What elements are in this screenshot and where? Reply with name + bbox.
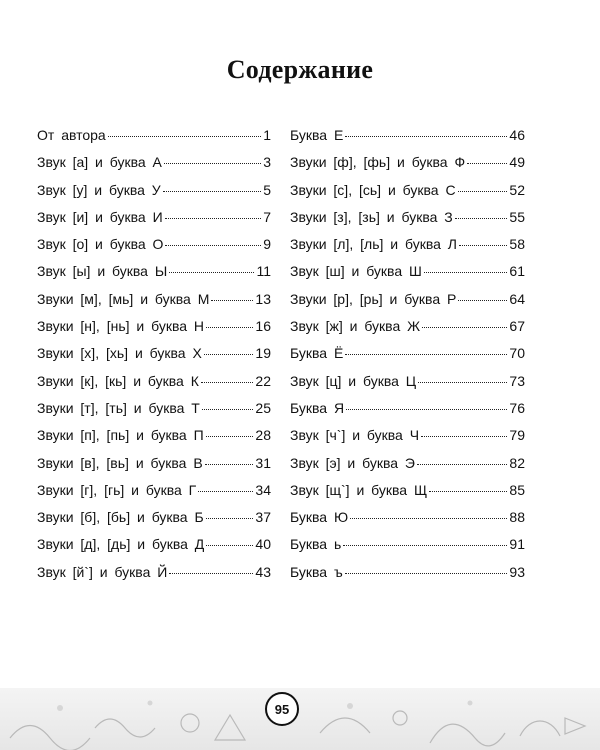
toc-entry xyxy=(290,427,525,454)
toc-entry xyxy=(290,373,525,400)
dot-leader xyxy=(467,163,507,164)
page-number: 95 xyxy=(274,701,290,717)
toc-entry-page: 85 xyxy=(509,481,525,498)
dot-leader xyxy=(211,300,253,301)
toc-entry-page: 79 xyxy=(509,427,525,444)
dot-leader xyxy=(206,327,253,328)
toc-entry-label: Буква Я xyxy=(290,399,345,416)
toc-entry-label: Звуки [м], [мь] и буква М xyxy=(37,290,210,307)
toc-entry xyxy=(290,482,525,509)
page-title: Содержание xyxy=(226,55,374,85)
dot-leader xyxy=(345,136,507,137)
footer-decoration xyxy=(0,688,600,750)
toc-entry-page: 13 xyxy=(255,290,271,307)
toc-entry-label: Звук [у] и буква У xyxy=(37,181,161,198)
toc-entry xyxy=(37,373,271,400)
toc-entry-page: 67 xyxy=(509,318,525,335)
dot-leader xyxy=(455,218,508,219)
toc-entry-page: 64 xyxy=(509,290,525,307)
dot-leader xyxy=(422,327,507,328)
toc-entry xyxy=(37,236,271,263)
toc-entry-page: 76 xyxy=(509,399,525,416)
toc-entry-label: Звуки [х], [хь] и буква Х xyxy=(37,345,202,362)
toc-entry-page: 25 xyxy=(255,399,271,416)
toc-entry-page: 22 xyxy=(255,372,271,389)
toc-entry-label: Звук [ц] и буква Ц xyxy=(290,372,417,389)
toc-entry-label: Звук [ы] и буква Ы xyxy=(37,263,168,280)
toc-entry xyxy=(37,127,271,154)
toc-entry-label: Звуки [т], [ть] и буква Т xyxy=(37,399,200,416)
toc-entry xyxy=(290,291,525,318)
toc-right-column xyxy=(290,127,525,591)
toc-entry-page: 3 xyxy=(263,154,271,171)
dot-leader xyxy=(201,382,254,383)
toc-entry-page: 91 xyxy=(509,536,525,553)
toc-entry xyxy=(37,318,271,345)
dot-leader xyxy=(204,354,254,355)
toc-entry xyxy=(290,400,525,427)
dot-leader xyxy=(458,300,507,301)
toc-entry-label: Звуки [л], [ль] и буква Л xyxy=(290,236,457,253)
dot-leader xyxy=(424,272,508,273)
toc-entry-page: 46 xyxy=(509,127,525,143)
toc-entry-page: 7 xyxy=(263,208,271,225)
dot-leader xyxy=(169,573,253,574)
dot-leader xyxy=(459,245,507,246)
dot-leader xyxy=(458,191,508,192)
dot-leader xyxy=(206,518,254,519)
toc-entry-page: 16 xyxy=(255,318,271,335)
toc-entry-label: Звук [о] и буква О xyxy=(37,236,164,253)
toc-entry-label: Звук [ш] и буква Ш xyxy=(290,263,422,280)
dot-leader xyxy=(417,464,507,465)
toc-entry xyxy=(290,236,525,263)
dot-leader xyxy=(345,354,507,355)
toc-entry xyxy=(37,564,271,591)
toc-entry xyxy=(37,345,271,372)
toc-entry xyxy=(37,509,271,536)
dot-leader xyxy=(345,573,508,574)
toc-entry xyxy=(290,182,525,209)
toc-entry-page: 40 xyxy=(255,536,271,553)
toc-entry-page: 88 xyxy=(509,509,525,526)
toc-entry xyxy=(290,127,525,154)
toc-entry xyxy=(290,263,525,290)
dot-leader xyxy=(165,218,262,219)
dot-leader xyxy=(165,245,261,246)
toc-entry-label: Звуки [н], [нь] и буква Н xyxy=(37,318,205,335)
dot-leader xyxy=(421,436,507,437)
toc-entry-label: Звук [а] и буква А xyxy=(37,154,162,171)
dot-leader xyxy=(418,382,507,383)
toc-entry xyxy=(37,154,271,181)
dot-leader xyxy=(350,518,507,519)
toc-entry-page: 28 xyxy=(255,427,271,444)
dot-leader xyxy=(205,464,254,465)
toc-entry-label: Звуки [з], [зь] и буква З xyxy=(290,208,453,225)
toc-entry-page: 34 xyxy=(255,481,271,498)
toc-left-column xyxy=(37,127,271,591)
dot-leader xyxy=(108,136,261,137)
toc-entry-label: Звуки [к], [кь] и буква К xyxy=(37,372,199,389)
toc-entry xyxy=(290,345,525,372)
toc-entry-page: 11 xyxy=(256,263,271,280)
dot-leader xyxy=(163,191,262,192)
toc-entry xyxy=(37,536,271,563)
toc-entry-label: Звук [щ`] и буква Щ xyxy=(290,481,428,498)
toc-entry xyxy=(37,400,271,427)
toc-entry xyxy=(37,455,271,482)
toc-entry xyxy=(37,427,271,454)
toc-entry-page: 58 xyxy=(509,236,525,253)
toc-entry-label: Буква ъ xyxy=(290,563,343,580)
toc-entry-page: 1 xyxy=(263,127,271,143)
toc-entry xyxy=(37,291,271,318)
toc-entry-page: 82 xyxy=(509,454,525,471)
toc-entry-label: Звук [и] и буква И xyxy=(37,208,163,225)
toc-entry-label: Буква Е xyxy=(290,127,344,143)
toc-entry-label: Звуки [ф], [фь] и буква Ф xyxy=(290,154,466,171)
toc-entry xyxy=(290,509,525,536)
toc-entry-label: Буква ь xyxy=(290,536,342,553)
toc-entry-page: 73 xyxy=(509,372,525,389)
toc-entry-label: Звук [ч`] и буква Ч xyxy=(290,427,420,444)
toc-entry-label: Звуки [б], [бь] и буква Б xyxy=(37,509,204,526)
toc-entry xyxy=(37,209,271,236)
toc-entry xyxy=(290,536,525,563)
toc-entry-page: 31 xyxy=(255,454,271,471)
toc-entry-label: Звуки [г], [гь] и буква Г xyxy=(37,481,197,498)
toc-entry xyxy=(290,564,525,591)
toc-entry-page: 52 xyxy=(509,181,525,198)
dot-leader xyxy=(346,409,507,410)
toc-entry-page: 70 xyxy=(509,345,525,362)
dot-leader xyxy=(169,272,254,273)
toc-entry xyxy=(37,182,271,209)
dot-leader xyxy=(429,491,507,492)
toc-entry-label: Звуки [р], [рь] и буква Р xyxy=(290,290,457,307)
toc-entry-page: 55 xyxy=(509,208,525,225)
toc-entry-page: 61 xyxy=(509,263,525,280)
toc-entry-label: Звуки [п], [пь] и буква П xyxy=(37,427,204,444)
footer-doodles xyxy=(0,688,600,750)
toc-entry xyxy=(290,209,525,236)
toc-entry-label: Звук [э] и буква Э xyxy=(290,454,415,471)
dot-leader xyxy=(198,491,253,492)
dot-leader xyxy=(202,409,254,410)
toc-entry-page: 49 xyxy=(509,154,525,171)
toc-entry xyxy=(290,455,525,482)
toc-entry-label: От автора xyxy=(37,127,106,143)
toc-entry xyxy=(37,263,271,290)
toc-entry-label: Звуки [д], [дь] и буква Д xyxy=(37,536,205,553)
dot-leader xyxy=(343,545,507,546)
dot-leader xyxy=(206,436,254,437)
toc-entry xyxy=(37,482,271,509)
toc-entry-label: Звуки [в], [вь] и буква В xyxy=(37,454,203,471)
toc-entry xyxy=(290,318,525,345)
toc-entry xyxy=(290,154,525,181)
toc-entry-page: 5 xyxy=(263,181,271,198)
toc-entry-label: Буква Ю xyxy=(290,509,349,526)
dot-leader xyxy=(164,163,261,164)
toc-entry-page: 9 xyxy=(263,236,271,253)
toc-entry-page: 37 xyxy=(255,509,271,526)
toc-entry-label: Звук [ж] и буква Ж xyxy=(290,318,421,335)
toc-entry-label: Буква Ё xyxy=(290,345,344,362)
toc-entry-page: 43 xyxy=(255,563,271,580)
toc-entry-page: 93 xyxy=(509,563,525,580)
toc-entry-label: Звуки [с], [сь] и буква С xyxy=(290,181,456,198)
page-number-badge xyxy=(265,692,299,726)
dot-leader xyxy=(206,545,253,546)
toc-entry-page: 19 xyxy=(255,345,271,362)
toc-entry-label: Звук [й`] и буква Й xyxy=(37,563,168,580)
